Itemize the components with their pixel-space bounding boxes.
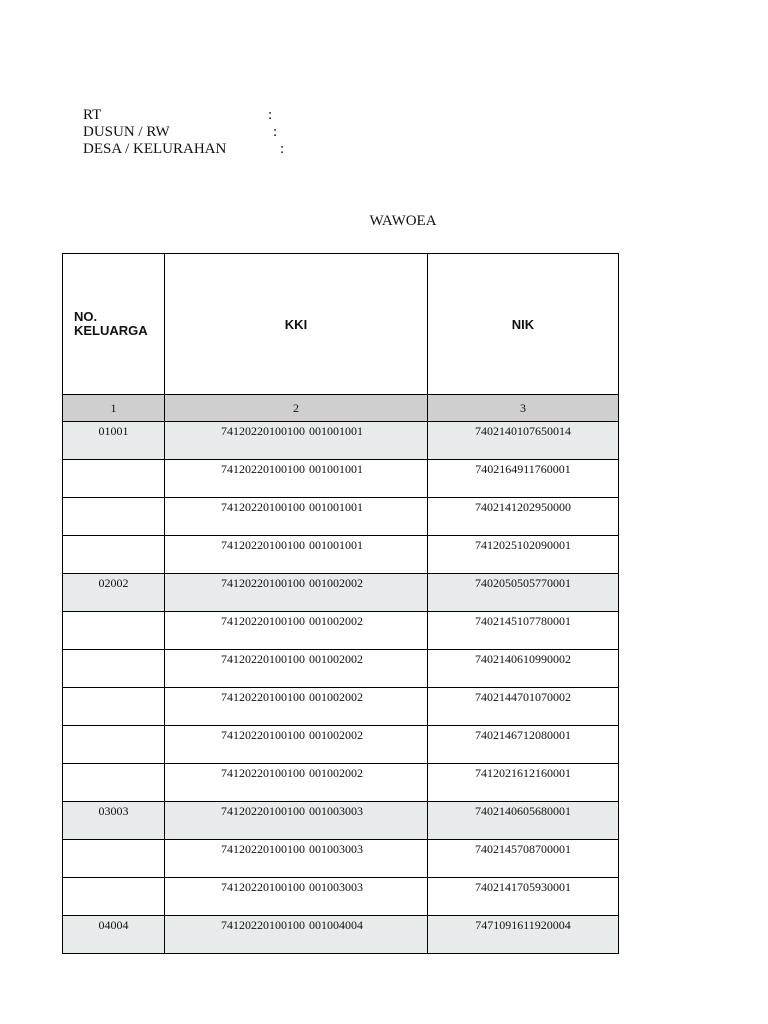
kki-suffix: 001001001 <box>309 500 363 514</box>
kki-cell <box>165 878 428 916</box>
table-row <box>63 726 619 764</box>
kki-code: 74120220100100 <box>221 500 305 514</box>
kki-code: 74120220100100 <box>221 690 305 704</box>
nik-cell: 7402146712080001 <box>428 726 619 764</box>
family-table <box>62 253 619 954</box>
col-number: 1 <box>63 395 165 422</box>
table-row <box>63 498 619 536</box>
kki-cell <box>165 726 428 764</box>
header-row <box>63 254 619 395</box>
column-number-row <box>63 395 619 422</box>
kki-code: 74120220100100 <box>221 728 305 742</box>
col-header-no-keluarga: NO. KELUARGA <box>63 254 165 395</box>
no-keluarga-cell <box>63 840 165 878</box>
table-row <box>63 916 619 954</box>
desa-label: DESA / KELURAHAN <box>83 141 227 157</box>
kki-cell <box>165 688 428 726</box>
kki-code: 74120220100100 <box>221 842 305 856</box>
nik-cell: 7402141202950000 <box>428 498 619 536</box>
village-title: WAWOEA <box>369 213 437 229</box>
table-row <box>63 536 619 574</box>
col-number: 3 <box>428 395 619 422</box>
rt-label: RT <box>83 107 102 123</box>
kki-cell <box>165 764 428 802</box>
table-row <box>63 688 619 726</box>
nik-cell: 7402141705930001 <box>428 878 619 916</box>
no-keluarga-cell: 02002 <box>63 574 165 612</box>
kki-suffix: 001003003 <box>309 804 363 818</box>
desa-colon: : <box>280 141 285 157</box>
rw-colon: : <box>273 124 278 140</box>
no-keluarga-cell <box>63 536 165 574</box>
no-keluarga-cell <box>63 498 165 536</box>
col-number: 2 <box>165 395 428 422</box>
kki-cell <box>165 460 428 498</box>
col-header-nik: NIK <box>428 254 619 395</box>
kki-suffix: 001002002 <box>309 690 363 704</box>
kki-code: 74120220100100 <box>221 652 305 666</box>
nik-cell: 7402140107650014 <box>428 422 619 460</box>
kki-cell <box>165 840 428 878</box>
rw-label: DUSUN / RW <box>83 124 170 140</box>
rt-colon: : <box>268 107 273 123</box>
nik-cell: 7402140610990002 <box>428 650 619 688</box>
kki-code: 74120220100100 <box>221 462 305 476</box>
kki-code: 74120220100100 <box>221 766 305 780</box>
kki-code: 74120220100100 <box>221 576 305 590</box>
no-keluarga-cell: 03003 <box>63 802 165 840</box>
table-row <box>63 574 619 612</box>
no-keluarga-cell <box>63 878 165 916</box>
table-row <box>63 840 619 878</box>
nik-cell: 7402145708700001 <box>428 840 619 878</box>
desa-line <box>83 141 343 158</box>
nik-cell: 7412021612160001 <box>428 764 619 802</box>
kki-cell <box>165 498 428 536</box>
kki-code: 74120220100100 <box>221 424 305 438</box>
no-keluarga-cell <box>63 460 165 498</box>
kki-cell <box>165 422 428 460</box>
rt-line <box>83 107 343 124</box>
nik-cell: 7412025102090001 <box>428 536 619 574</box>
kki-suffix: 001004004 <box>309 918 363 932</box>
no-keluarga-cell <box>63 726 165 764</box>
kki-suffix: 001002002 <box>309 576 363 590</box>
no-keluarga-cell: 04004 <box>63 916 165 954</box>
kki-cell <box>165 916 428 954</box>
nik-cell: 7402164911760001 <box>428 460 619 498</box>
kki-suffix: 001001001 <box>309 462 363 476</box>
kki-cell <box>165 574 428 612</box>
no-keluarga-cell <box>63 612 165 650</box>
nik-cell: 7402145107780001 <box>428 612 619 650</box>
kki-suffix: 001002002 <box>309 614 363 628</box>
table-row <box>63 460 619 498</box>
table-row <box>63 878 619 916</box>
address-header <box>83 107 343 158</box>
no-keluarga-cell <box>63 650 165 688</box>
kki-cell <box>165 802 428 840</box>
nik-cell: 7402140605680001 <box>428 802 619 840</box>
kki-suffix: 001001001 <box>309 424 363 438</box>
col-header-kki: KKI <box>165 254 428 395</box>
kki-code: 74120220100100 <box>221 918 305 932</box>
kki-suffix: 001002002 <box>309 766 363 780</box>
nik-cell: 7471091611920004 <box>428 916 619 954</box>
kki-cell <box>165 650 428 688</box>
kki-code: 74120220100100 <box>221 880 305 894</box>
nik-cell: 7402050505770001 <box>428 574 619 612</box>
table-row <box>63 612 619 650</box>
kki-code: 74120220100100 <box>221 538 305 552</box>
table-row <box>63 802 619 840</box>
kki-code: 74120220100100 <box>221 614 305 628</box>
rw-line <box>83 124 343 141</box>
kki-cell <box>165 536 428 574</box>
kki-cell <box>165 612 428 650</box>
kki-suffix: 001002002 <box>309 652 363 666</box>
kki-suffix: 001003003 <box>309 880 363 894</box>
table-row <box>63 764 619 802</box>
nik-cell: 7402144701070002 <box>428 688 619 726</box>
kki-suffix: 001002002 <box>309 728 363 742</box>
no-keluarga-cell: 01001 <box>63 422 165 460</box>
kki-suffix: 001001001 <box>309 538 363 552</box>
kki-code: 74120220100100 <box>221 804 305 818</box>
kki-suffix: 001003003 <box>309 842 363 856</box>
table-row <box>63 650 619 688</box>
no-keluarga-cell <box>63 764 165 802</box>
no-keluarga-cell <box>63 688 165 726</box>
table-row <box>63 422 619 460</box>
